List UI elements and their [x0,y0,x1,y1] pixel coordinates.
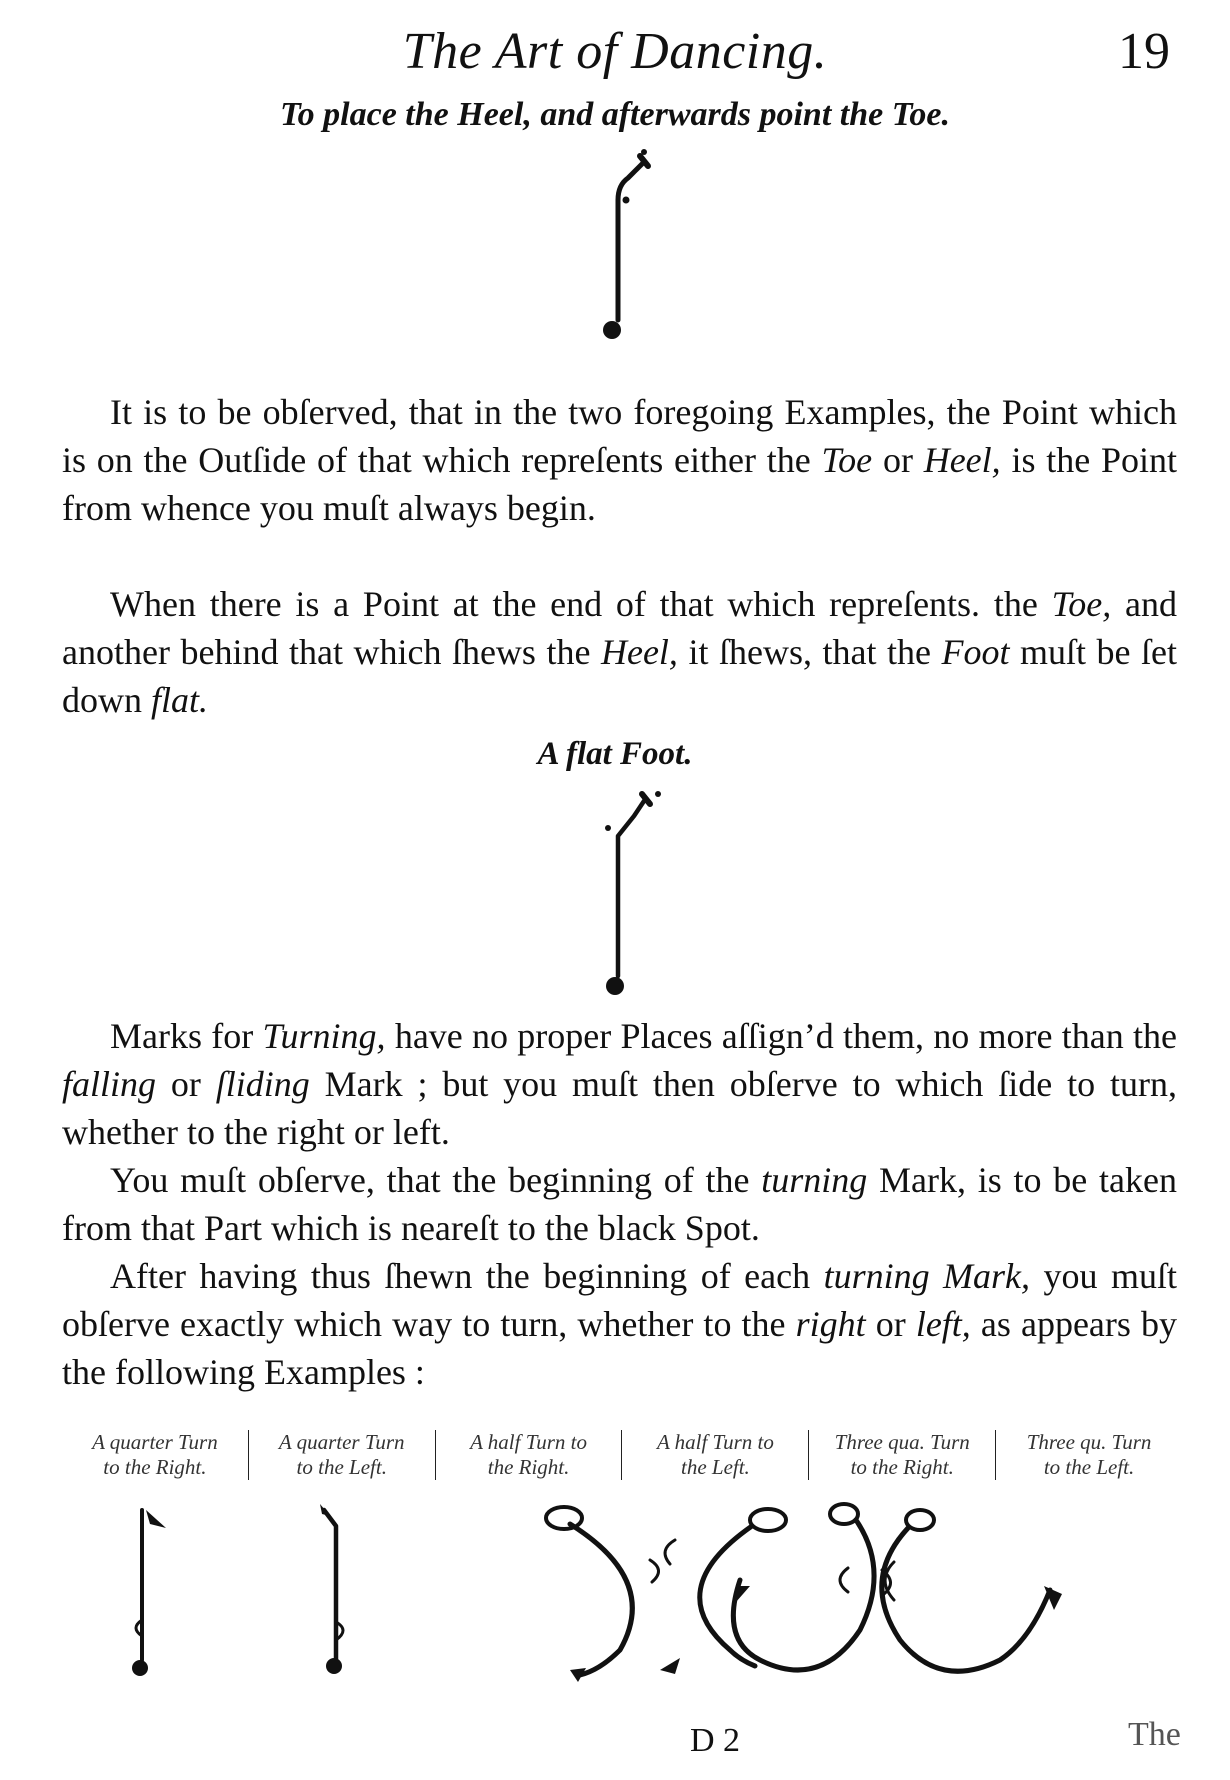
turn-caption: A quarter Turn to the Left. [249,1430,436,1480]
half-turn-right-mark [546,1507,659,1682]
paragraph-2: When there is a Point at the end of that which repreſents. the Toe, and another behind that which ſhews the Heel, it ſhews, that the Foot muſt be ſet down flat. [62,584,1178,720]
running-title: The Art of Dancing. [402,23,828,80]
paragraph-3: Marks for Turning, have no proper Places aſſign’d them, no more than the falling or ſliding Mark ; but you muſt then obſerve to which ſide to turn, whether to the right or left. [62,1016,1177,1152]
section-subtitle: To place the Heel, and afterwards point the Toe. [280,96,950,133]
caption-flat-foot: A flat Foot. [537,736,693,772]
paragraph-1: It is to be obſerved, that in the two foregoing Examples, the Point which is on the Outſide of that which repreſents either the Toe or Heel, is the Point from whence you muſt always begin. [62,392,1177,528]
paragraph-5: After having thus ſhewn the beginning of each turning Mark, you muſt obſerve exactly which way to turn, whether to the right or left, as appears by the following Examples : [62,1256,1177,1392]
turn-captions-row [62,1430,1182,1480]
turn-caption: Three qua. Turn to the Right. [809,1430,996,1480]
catchword: The [1128,1716,1181,1753]
turn-caption: Three qu. Turn to the Left. [1026,1430,1152,1479]
signature-mark: D 2 [690,1722,741,1759]
figure-heel-point-toe [560,140,680,380]
paragraph-4: You muſt obſerve, that the beginning of the turning Mark, is to be taken from that Part which is neareſt to the black Spot. [62,1160,1177,1248]
half-turn-left-mark [660,1509,786,1674]
turn-caption: A half Turn to the Left. [622,1430,809,1480]
turn-caption: A half Turn to the Right. [436,1430,623,1480]
figure-flat-foot [580,776,690,1006]
page-number: 19 [1118,23,1170,80]
three-quarter-turn-left-mark [882,1510,1062,1671]
quarter-turn-left-mark [320,1504,343,1674]
step-mark-glyph [605,791,661,995]
turn-caption: A quarter Turn to the Right. [62,1430,249,1480]
quarter-turn-right-mark [132,1510,166,1676]
step-mark-glyph [603,149,648,339]
turning-marks-figures [100,1490,1200,1690]
